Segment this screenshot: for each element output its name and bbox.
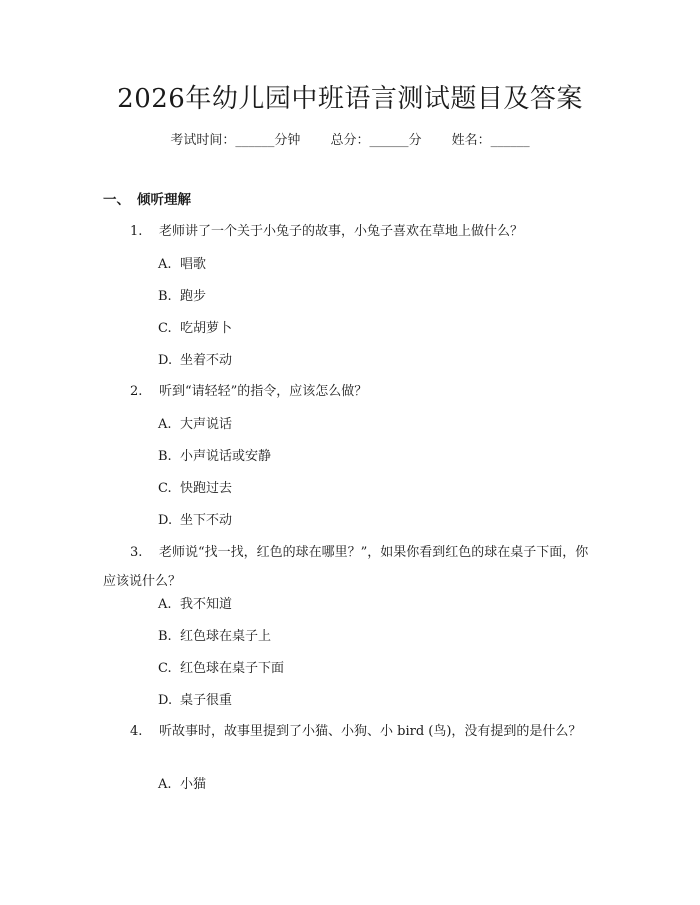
answer-option [158,595,232,615]
answer-option [158,627,271,647]
option-letter: B. [158,629,172,644]
section-number: 一、 [103,192,130,208]
option-letter: C. [158,321,172,336]
question-text: 听故事时，故事里提到了小猫、小狗、小 bird (鸟)，没有提到的是什么？ [159,724,582,739]
option-letter: C. [158,661,172,676]
section-heading [103,190,191,210]
document-title: 2026年幼儿园中班语言测试题目及答案 [117,84,583,114]
option-text: 吃胡萝卜 [180,321,233,336]
option-text: 桌子很重 [180,693,233,708]
option-text: 跑步 [180,289,207,304]
question-number: 2. [130,384,143,399]
option-letter: B. [158,289,172,304]
option-text: 红色球在桌子上 [180,629,272,644]
name-field: 姓名：______ [451,133,530,148]
option-letter: A. [158,417,172,432]
option-text: 红色球在桌子下面 [180,661,285,676]
answer-option [158,511,232,531]
option-text: 我不知道 [180,597,233,612]
option-letter: A. [158,777,172,792]
option-text: 小猫 [180,777,207,792]
answer-option [158,351,232,371]
question-text: 听到“请轻轻”的指令，应该怎么做？ [159,384,368,399]
option-text: 唱歌 [180,257,207,272]
question [103,538,589,596]
question-number: 3. [130,545,143,560]
total-score-field: 总分：______分 [330,133,422,148]
option-letter: B. [158,449,172,464]
answer-option [158,775,206,795]
option-text: 小声说话或安静 [180,449,272,464]
exam-info-line [0,131,700,151]
answer-option [158,479,232,499]
question [103,717,589,746]
option-letter: C. [158,481,172,496]
answer-option [158,691,232,711]
exam-time-field: 考试时间：______分钟 [170,133,301,148]
answer-option [158,447,271,467]
question-number: 1. [130,224,143,239]
answer-option [158,319,232,339]
section-title: 倾听理解 [137,192,191,208]
question-number: 4. [130,724,143,739]
option-text: 快跑过去 [180,481,233,496]
question-text: 老师讲了一个关于小兔子的故事，小兔子喜欢在草地上做什么？ [159,224,524,239]
option-text: 坐下不动 [180,513,233,528]
option-letter: D. [158,353,173,368]
option-letter: D. [158,513,173,528]
question [103,377,589,406]
question [103,217,589,246]
question-text: 老师说“找一找，红色的球在哪里？”，如果你看到红色的球在桌子下面，你应该说什么？ [103,545,589,589]
option-text: 大声说话 [180,417,233,432]
answer-option [158,255,206,275]
option-letter: D. [158,693,173,708]
answer-option [158,659,284,679]
option-letter: A. [158,597,172,612]
option-letter: A. [158,257,172,272]
option-text: 坐着不动 [180,353,233,368]
answer-option [158,287,206,307]
answer-option [158,415,232,435]
